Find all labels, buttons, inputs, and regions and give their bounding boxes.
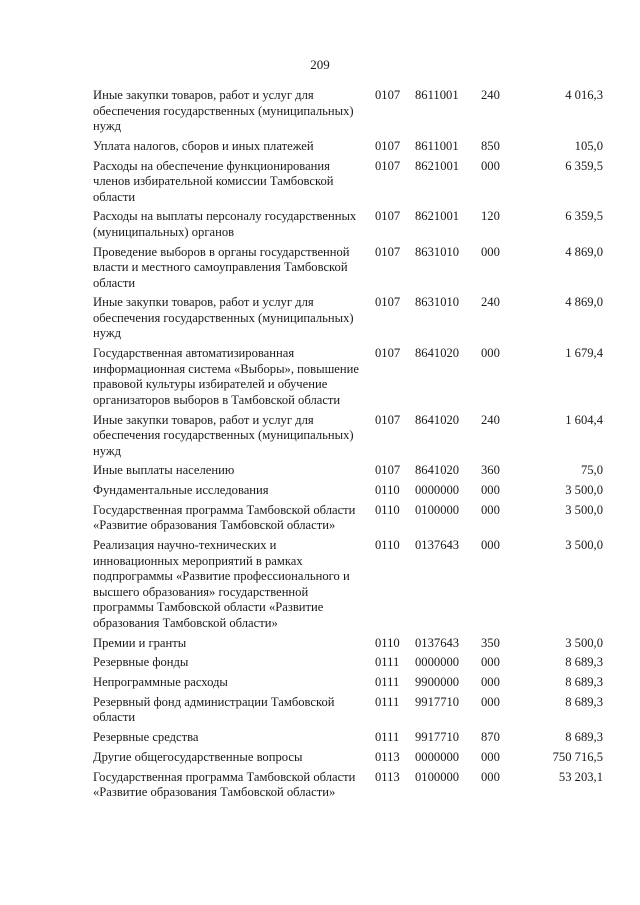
- expense-type-code: 120: [481, 209, 500, 224]
- table-row: [93, 483, 603, 499]
- amount: 1 679,4: [565, 346, 603, 361]
- expense-name: Реализация научно-технических и инновационных мероприятий в рамках подпрограммы «Развитие профессионального и высшего образования» государственной программы Тамбовской области «Развитие образования Тамбовской области»: [93, 538, 350, 630]
- target-code: 9917710: [415, 730, 460, 745]
- table-row: [93, 503, 603, 534]
- amount: 8 689,3: [565, 655, 603, 670]
- expense-name: Резервные средства: [93, 730, 199, 745]
- expense-name: Непрограммные расходы: [93, 675, 228, 690]
- expense-name: Другие общегосударственные вопросы: [93, 750, 303, 765]
- expense-name: Премии и гранты: [93, 635, 187, 650]
- target-code: 0137643: [415, 538, 460, 553]
- target-code: 0000000: [415, 483, 460, 498]
- amount: 53 203,1: [558, 769, 603, 784]
- target-code: 8641020: [415, 412, 460, 427]
- amount: 3 500,0: [565, 538, 603, 553]
- table-row: [93, 413, 603, 460]
- expense-type-code: 000: [481, 769, 500, 784]
- section-code: 0110: [375, 502, 400, 517]
- table-row: [93, 346, 603, 408]
- section-code: 0110: [375, 538, 400, 553]
- expense-type-code: 000: [481, 502, 500, 517]
- section-code: 0107: [375, 138, 401, 153]
- table-row: [93, 636, 603, 652]
- page-number: 209: [310, 57, 330, 72]
- expense-name: Иные закупки товаров, работ и услуг для обеспечения государственных (муниципальных) нужд: [93, 412, 354, 458]
- target-code: 9917710: [415, 694, 460, 709]
- budget-table: [93, 88, 603, 805]
- amount: 3 500,0: [565, 635, 603, 650]
- amount: 1 604,4: [565, 412, 603, 427]
- section-code: 0107: [375, 295, 401, 310]
- section-code: 0111: [375, 655, 400, 670]
- table-row: [93, 295, 603, 342]
- target-code: 8611001: [415, 138, 459, 153]
- table-row: [93, 139, 603, 155]
- expense-type-code: 240: [481, 412, 500, 427]
- target-code: 8631010: [415, 244, 460, 259]
- expense-type-code: 000: [481, 675, 500, 690]
- target-code: 0000000: [415, 750, 460, 765]
- expense-type-code: 360: [481, 463, 500, 478]
- table-row: [93, 88, 603, 135]
- expense-type-code: 350: [481, 635, 500, 650]
- expense-name: Уплата налогов, сборов и иных платежей: [93, 138, 314, 153]
- expense-name: Иные закупки товаров, работ и услуг для обеспечения государственных (муниципальных) нужд: [93, 295, 354, 341]
- section-code: 0111: [375, 730, 400, 745]
- expense-name: Государственная программа Тамбовской области «Развитие образования Тамбовской области»: [93, 769, 356, 800]
- target-code: 0000000: [415, 655, 460, 670]
- target-code: 0100000: [415, 769, 460, 784]
- expense-type-code: 870: [481, 730, 500, 745]
- expense-type-code: 000: [481, 158, 500, 173]
- amount: 6 359,5: [565, 209, 603, 224]
- amount: 4 869,0: [565, 295, 603, 310]
- expense-type-code: 000: [481, 694, 500, 709]
- amount: 750 716,5: [552, 750, 603, 765]
- amount: 105,0: [574, 138, 603, 153]
- target-code: 0100000: [415, 502, 460, 517]
- section-code: 0107: [375, 244, 401, 259]
- amount: 3 500,0: [565, 483, 603, 498]
- expense-name: Государственная автоматизированная информационная система «Выборы», повышение правовой культуры избирателей и обучение организаторов выборов в Тамбовской области: [93, 346, 359, 407]
- expense-type-code: 000: [481, 538, 500, 553]
- table-row: [93, 730, 603, 746]
- expense-name: Иные закупки товаров, работ и услуг для обеспечения государственных (муниципальных) нужд: [93, 88, 354, 133]
- expense-type-code: 240: [481, 295, 500, 310]
- expense-type-code: 000: [481, 750, 500, 765]
- target-code: 8611001: [415, 88, 459, 102]
- expense-type-code: 000: [481, 346, 500, 361]
- target-code: 8641020: [415, 463, 460, 478]
- section-code: 0107: [375, 209, 401, 224]
- section-code: 0107: [375, 88, 401, 102]
- expense-name: Фундаментальные исследования: [93, 483, 269, 498]
- target-code: 8641020: [415, 346, 460, 361]
- expense-type-code: 240: [481, 88, 500, 102]
- table-row: [93, 770, 603, 801]
- table-row: [93, 675, 603, 691]
- expense-type-code: 000: [481, 655, 500, 670]
- amount: 8 689,3: [565, 694, 603, 709]
- amount: 4 869,0: [565, 244, 603, 259]
- amount: 8 689,3: [565, 730, 603, 745]
- expense-type-code: 850: [481, 138, 500, 153]
- target-code: 0137643: [415, 635, 460, 650]
- section-code: 0110: [375, 635, 400, 650]
- amount: 4 016,3: [565, 88, 603, 102]
- expense-type-code: 000: [481, 483, 500, 498]
- expense-type-code: 000: [481, 244, 500, 259]
- table-row: [93, 695, 603, 726]
- target-code: 8621001: [415, 158, 460, 173]
- section-code: 0111: [375, 694, 400, 709]
- expense-name: Резервный фонд администрации Тамбовской области: [93, 694, 335, 725]
- expense-name: Расходы на выплаты персоналу государственных (муниципальных) органов: [93, 209, 357, 239]
- amount: 3 500,0: [565, 502, 603, 517]
- amount: 6 359,5: [565, 158, 603, 173]
- section-code: 0111: [375, 675, 400, 690]
- expense-name: Расходы на обеспечение функционирования членов избирательной комиссии Тамбовской области: [93, 158, 334, 204]
- expense-name: Проведение выборов в органы государственной власти и местного самоуправления Тамбовской области: [93, 244, 350, 290]
- expense-name: Государственная программа Тамбовской области «Развитие образования Тамбовской области»: [93, 502, 356, 533]
- section-code: 0107: [375, 463, 401, 478]
- table-row: [93, 538, 603, 631]
- section-code: 0107: [375, 346, 401, 361]
- table-row: [93, 655, 603, 671]
- expense-name: Иные выплаты населению: [93, 463, 235, 478]
- target-code: 8621001: [415, 209, 460, 224]
- section-code: 0113: [375, 769, 400, 784]
- section-code: 0107: [375, 158, 401, 173]
- amount: 8 689,3: [565, 675, 603, 690]
- expense-name: Резервные фонды: [93, 655, 189, 670]
- amount: 75,0: [580, 463, 603, 478]
- target-code: 9900000: [415, 675, 460, 690]
- table-row: [93, 463, 603, 479]
- section-code: 0113: [375, 750, 400, 765]
- table-row: [93, 209, 603, 240]
- table-row: [93, 159, 603, 206]
- section-code: 0107: [375, 412, 401, 427]
- target-code: 8631010: [415, 295, 460, 310]
- table-row: [93, 245, 603, 292]
- table-row: [93, 750, 603, 766]
- section-code: 0110: [375, 483, 400, 498]
